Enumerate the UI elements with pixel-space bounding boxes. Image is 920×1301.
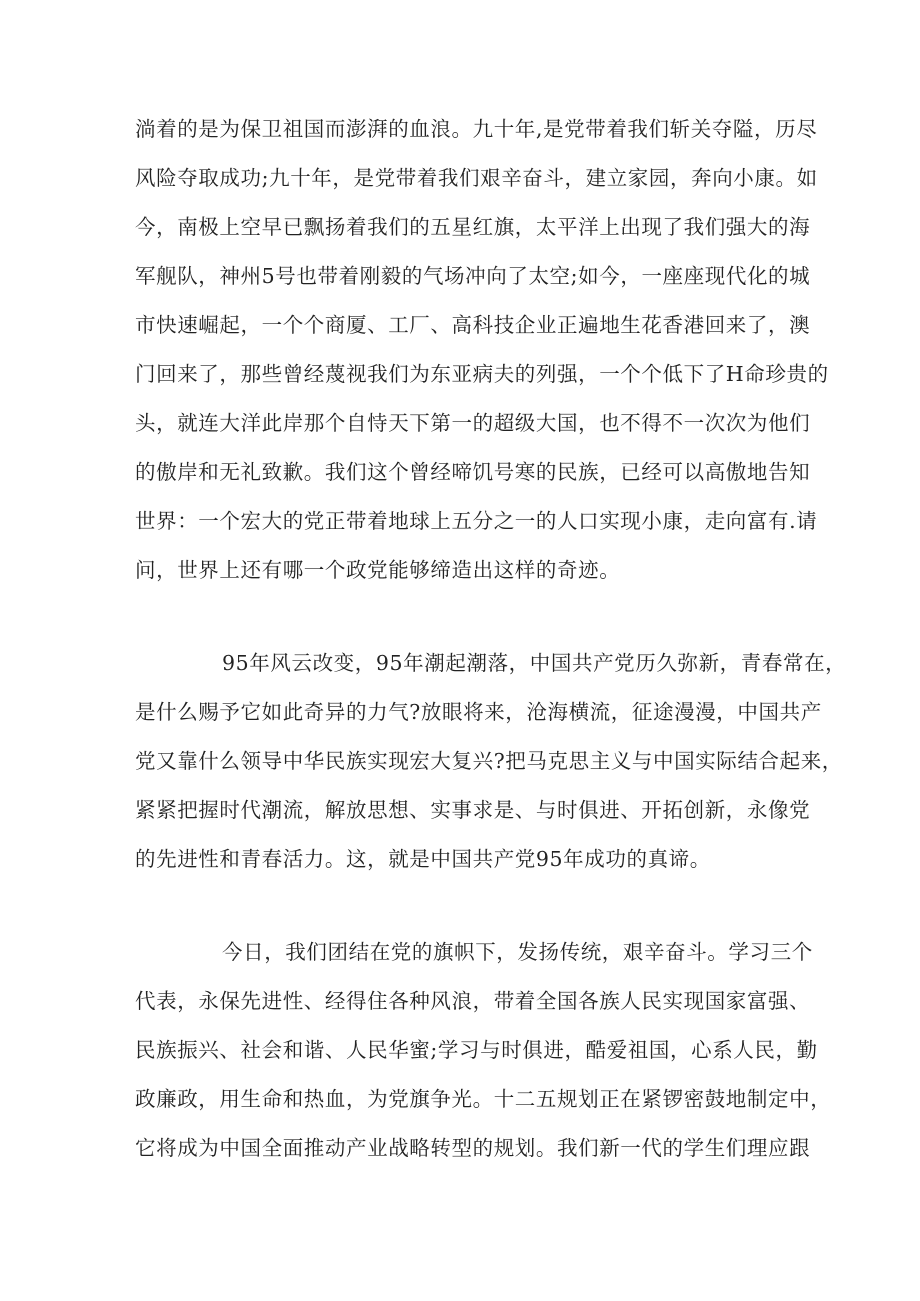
text-line: 头，就连大洋此岸那个自恃天下第一的超级大国，也不得不一次次为他们 <box>135 411 811 435</box>
text-line: 今，南极上空早已飘扬着我们的五星红旗，太平洋上出现了我们强大的海 <box>135 215 811 239</box>
text-line: 市快速崛起，一个个商厦、工厂、高科技企业正遍地生花香港回来了，澳 <box>135 313 811 337</box>
text-line: 门回来了，那些曾经蔑视我们为东亚病夫的列强，一个个低下了H命珍贵的 <box>135 362 829 386</box>
text-line: 军舰队，神州5号也带着刚毅的气场冲向了太空;如今，一座座现代化的城 <box>135 264 811 288</box>
text-line: 紧紧把握时代潮流，解放思想、实事求是、与时俱进、开拓创新，永像党 <box>135 798 811 822</box>
text-line: 95年风云改变，95年潮起潮落，中国共产党历久弥新，青春常在， <box>222 651 847 675</box>
text-line: 它将成为中国全面推动产业战略转型的规划。我们新一代的学生们理应跟 <box>135 1136 811 1160</box>
text-line: 的先进性和青春活力。这，就是中国共产党95年成功的真谛。 <box>135 847 711 871</box>
text-line: 淌着的是为保卫祖国而澎湃的血浪。九十年,是党带着我们斩关夺隘，历尽 <box>135 117 818 141</box>
text-line: 党又靠什么领导中华民族实现宏大复兴?把马克思主义与中国实际结合起来， <box>135 749 843 773</box>
text-line: 代表，永保先进性、经得住各种风浪，带着全国各族人民实现国家富强、 <box>135 989 811 1013</box>
text-line: 是什么赐予它如此奇异的力气?放眼将来，沧海横流，征途漫漫，中国共产 <box>135 700 822 724</box>
text-line: 的傲岸和无礼致歉。我们这个曾经啼饥号寒的民族，已经可以高傲地告知 <box>135 460 811 484</box>
text-line: 政廉政，用生命和热血，为党旗争光。十二五规划正在紧锣密鼓地制定中， <box>135 1087 832 1111</box>
text-line: 风险夺取成功;九十年，是党带着我们艰辛奋斗，建立家园，奔向小康。如 <box>135 166 818 190</box>
text-line: 今日，我们团结在党的旗帜下，发扬传统，艰辛奋斗。学习三个 <box>222 940 813 964</box>
text-line: 世界：一个宏大的党正带着地球上五分之一的人口实现小康，走向富有.请 <box>135 509 818 533</box>
text-line: 民族振兴、社会和谐、人民华蜜;学习与时俱进，酷爱祖国，心系人民，勤 <box>135 1038 818 1062</box>
text-line: 问，世界上还有哪一个政党能够缔造出这样的奇迹。 <box>135 558 621 582</box>
